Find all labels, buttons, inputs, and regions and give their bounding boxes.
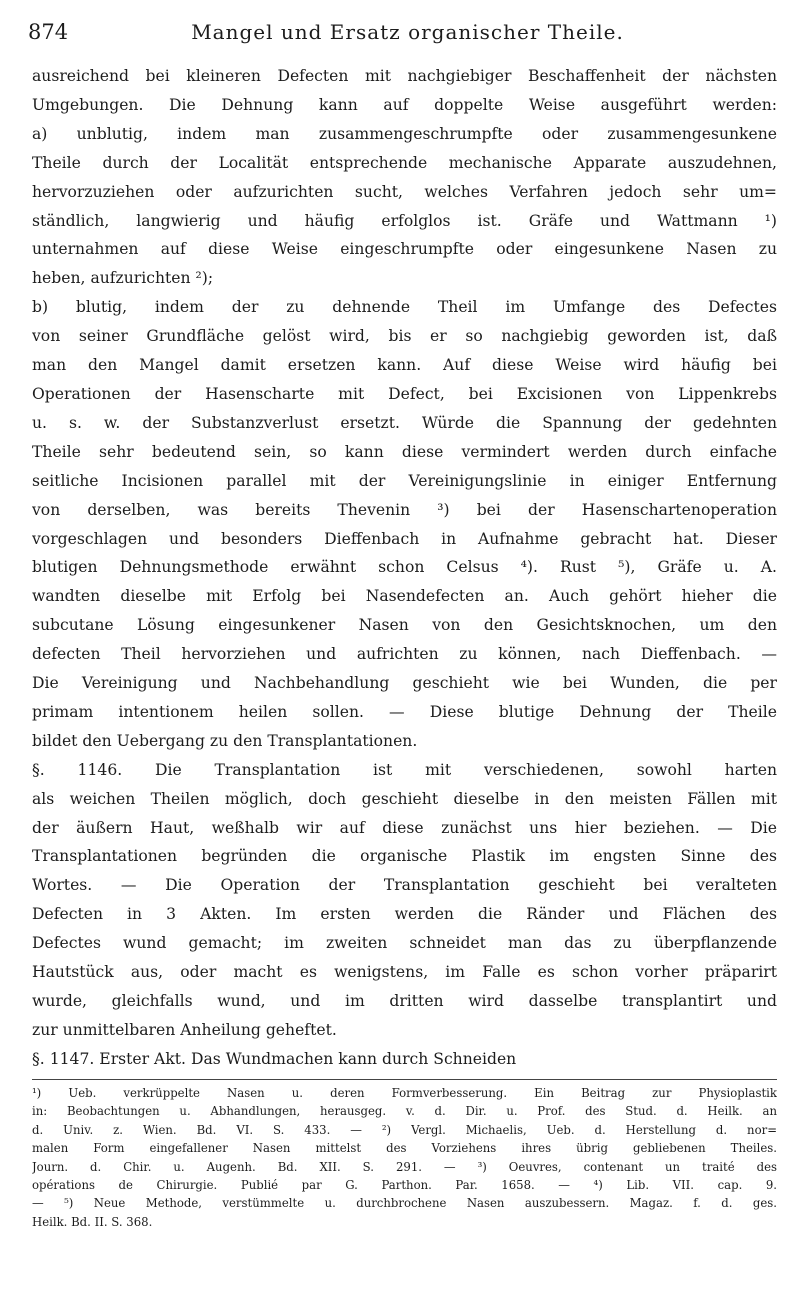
- body-line: b) blutig, indem der zu dehnende Theil im Umfange des Defectes: [32, 298, 777, 317]
- body-line: Theile durch der Localität entsprechende mechanische Apparate auszudehnen,: [32, 153, 777, 172]
- body-line: ständlich, langwierig und häufig erfolglos ist. Gräfe und Wattmann ¹): [32, 211, 777, 230]
- body-line: heben, aufzurichten ²);: [32, 269, 214, 288]
- body-line: von seiner Grundfläche gelöst wird, bis er so nachgiebig geworden ist, daß: [32, 327, 777, 346]
- body-line: u. s. w. der Substanzverlust ersetzt. Würde die Spannung der gedehnten: [32, 413, 777, 432]
- body-line: vorgeschlagen und besonders Dieffenbach in Aufnahme gebracht hat. Dieser: [32, 529, 777, 548]
- body-line: von derselben, was bereits Thevenin ³) bei der Hasenschartenoperation: [32, 500, 777, 519]
- body-line: hervorzuziehen oder aufzurichten sucht, welches Verfahren jedoch sehr um=: [32, 182, 777, 201]
- body-line: a) unblutig, indem man zusammengeschrumpfte oder zusammengesunkene: [32, 124, 777, 143]
- body-line: blutigen Dehnungsmethode erwähnt schon Celsus ⁴). Rust ⁵), Gräfe u. A.: [32, 558, 777, 577]
- body-line: Umgebungen. Die Dehnung kann auf doppelte Weise ausgeführt werden:: [32, 95, 777, 114]
- footnote-line: Heilk. Bd. II. S. 368.: [32, 1214, 153, 1229]
- body-line: man den Mangel damit ersetzen kann. Auf diese Weise wird häufig bei: [32, 356, 777, 375]
- page-header: [28, 20, 777, 44]
- footnote-line: malen Form eingefallener Nasen mittelst des Vorziehens ihres übrig gebliebenen Theiles.: [32, 1141, 777, 1156]
- body-line: Hautstück aus, oder macht es wenigstens, im Falle es schon vorher präparirt: [32, 963, 777, 982]
- footnote-line: Journ. d. Chir. u. Augenh. Bd. XII. S. 291. — ³) Oeuvres, contenant un traité des: [32, 1159, 777, 1174]
- footnote-line: ¹) Ueb. verkrüppelte Nasen u. deren Formverbesserung. Ein Beitrag zur Physioplastik: [32, 1086, 777, 1100]
- body-line: seitliche Incisionen parallel mit der Vereinigungslinie in einiger Entfernung: [32, 471, 777, 490]
- body-line: wandten dieselbe mit Erfolg bei Nasendefecten an. Auch gehört hieher die: [32, 587, 777, 606]
- body-line: Operationen der Hasenscharte mit Defect, bei Excisionen von Lippenkrebs: [32, 384, 777, 403]
- body-line: §. 1146. Die Transplantation ist mit verschiedenen, sowohl harten: [32, 760, 777, 779]
- footnote-line: d. Univ. z. Wien. Bd. VI. S. 433. — ²) Vergl. Michaelis, Ueb. d. Herstellung d. nor=: [32, 1122, 777, 1137]
- body-line: primam intentionem heilen sollen. — Diese blutige Dehnung der Theile: [32, 702, 777, 721]
- body-line: Wortes. — Die Operation der Transplantation geschieht bei veralteten: [32, 876, 777, 895]
- body-line: wurde, gleichfalls wund, und im dritten wird dasselbe transplantirt und: [32, 992, 777, 1010]
- footnote-line: in: Beobachtungen u. Abhandlungen, herausgeg. v. d. Dir. u. Prof. des Stud. d. Heilk. an: [32, 1104, 777, 1119]
- body-line: bildet den Uebergang zu den Transplantationen.: [32, 731, 418, 750]
- body-line: unternahmen auf diese Weise eingeschrumpfte oder eingesunkene Nasen zu: [32, 240, 777, 259]
- body-text: [32, 62, 777, 1074]
- body-line: zur unmittelbaren Anheilung geheftet.: [32, 1020, 337, 1039]
- body-line: defecten Theil hervorziehen und aufrichten zu können, nach Dieffenbach. —: [32, 645, 777, 664]
- body-line: subcutane Lösung eingesunkener Nasen von den Gesichtsknochen, um den: [32, 616, 777, 635]
- body-line: ausreichend bei kleineren Defecten mit nachgiebiger Beschaffenheit der nächsten: [32, 67, 777, 85]
- footnote-line: — ⁵) Neue Methode, verstümmelte u. durchbrochene Nasen auszubessern. Magaz. f. d. ges.: [32, 1196, 777, 1211]
- body-line: §. 1147. Erster Akt. Das Wundmachen kann durch Schneiden: [32, 1049, 517, 1068]
- body-line: als weichen Theilen möglich, doch geschieht dieselbe in den meisten Fällen mit: [32, 789, 777, 808]
- body-line: Transplantationen begründen die organische Plastik im engsten Sinne des: [32, 847, 777, 866]
- body-line: Theile sehr bedeutend sein, so kann diese vermindert werden durch einfache: [32, 442, 777, 461]
- body-line: der äußern Haut, weßhalb wir auf diese zunächst uns hier beziehen. — Die: [32, 818, 777, 837]
- body-line: Defectes wund gemacht; im zweiten schneidet man das zu überpflanzende: [32, 934, 777, 953]
- body-line: Defecten in 3 Akten. Im ersten werden die Ränder und Flächen des: [32, 905, 777, 924]
- footnotes: [32, 1079, 777, 1231]
- page-number: 874: [28, 20, 69, 44]
- running-head: Mangel und Ersatz organischer Theile.: [191, 20, 624, 44]
- footnote-line: opérations de Chirurgie. Publié par G. Parthon. Par. 1658. — ⁴) Lib. VII. cap. 9.: [32, 1178, 777, 1193]
- body-line: Die Vereinigung und Nachbehandlung geschieht wie bei Wunden, die per: [32, 674, 777, 693]
